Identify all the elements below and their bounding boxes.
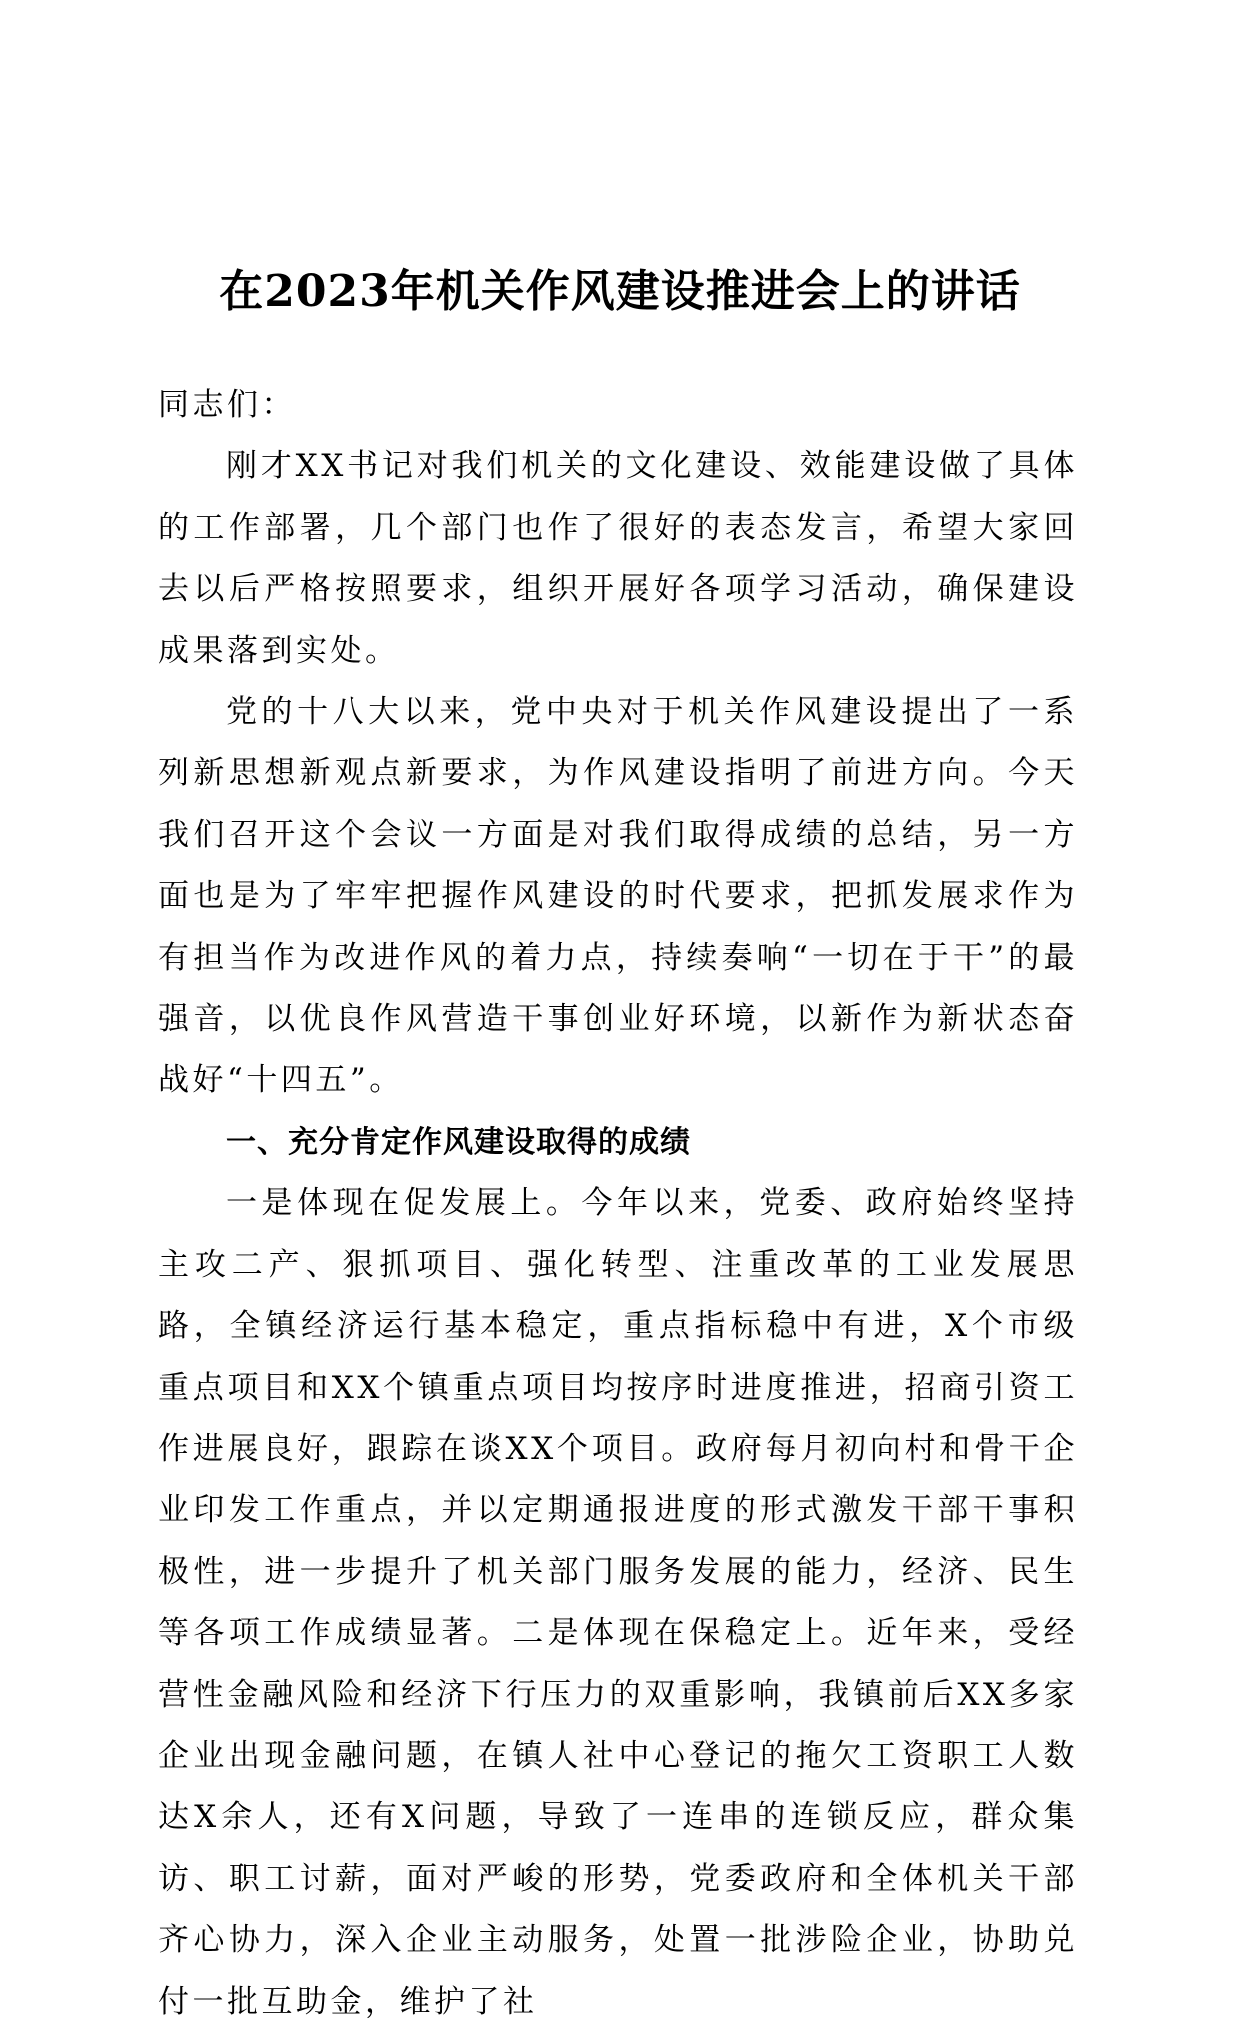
- paragraph-context: 党的十八大以来，党中央对于机关作风建设提出了一系列新思想新观点新要求，为作风建设指明了前进方向。今天我们召开这个会议一方面是对我们取得成绩的总结，另一方面也是为了牢牢把握作风建设的时代要求，把抓发展求作为有担当作为改进作风的着力点，持续奏响“一切在于干”的最强音，以优良作风营造干事创业好环境，以新作为新状态奋战好“十四五”。: [158, 694, 1078, 1099]
- paragraph-achievements: 一是体现在促发展上。今年以来，党委、政府始终坚持主攻二产、狠抓项目、强化转型、注重改革的工业发展思路，全镇经济运行基本稳定，重点指标稳中有进，X个市级重点项目和XX个镇重点项目均按序时进度推进，招商引资工作进展良好，跟踪在谈XX个项目。政府每月初向村和骨干企业印发工作重点，并以定期通报进度的形式激发干部干事积极性，进一步提升了机关部门服务发展的能力，经济、民生等各项工作成绩显著。二是体现在保稳定上。近年来，受经营性金融风险和经济下行压力的双重影响，我镇前后XX多家企业出现金融问题，在镇人社中心登记的拖欠工资职工人数达X余人，还有X问题，导致了一连串的连锁反应，群众集访、职工讨薪，面对严峻的形势，党委政府和全体机关干部齐心协力，深入企业主动服务，处置一批涉险企业，协助兑付一批互助金，维护了社: [158, 1185, 1078, 2020]
- document-title: 在2023年机关作风建设推进会上的讲话: [219, 266, 1021, 317]
- section-heading: 一、充分肯定作风建设取得的成绩: [226, 1124, 691, 1160]
- paragraph-opening: 刚才XX书记对我们机关的文化建设、效能建设做了具体的工作部署，几个部门也作了很好的表态发言，希望大家回去以后严格按照要求，组织开展好各项学习活动，确保建设成果落到实处。: [158, 448, 1078, 669]
- document-body: [158, 375, 1078, 2033]
- salutation: 同志们：: [158, 387, 296, 423]
